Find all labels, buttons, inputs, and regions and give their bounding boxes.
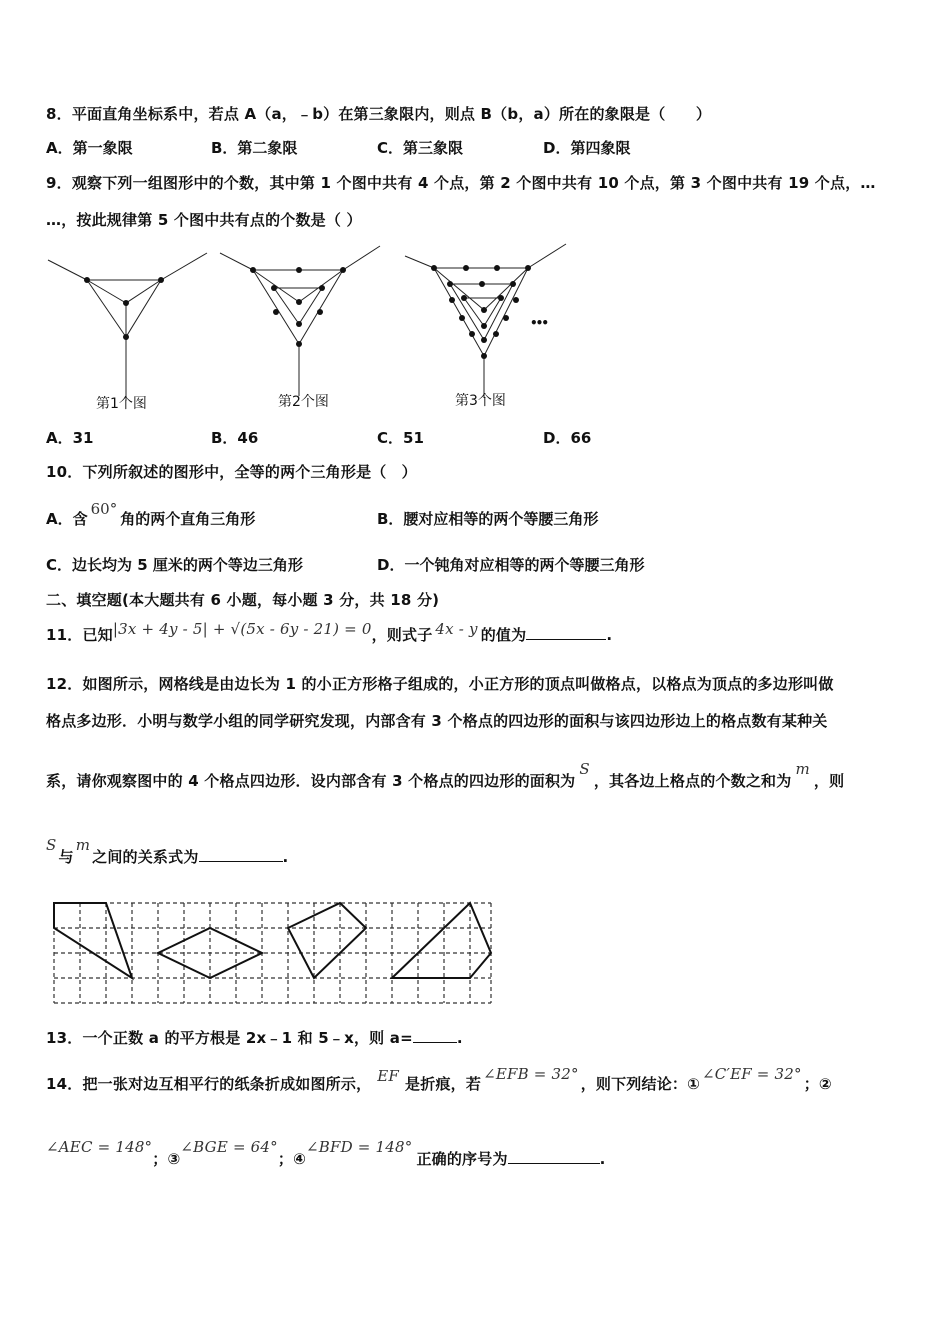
q9-stem-line2: …，按此规律第 5 个图中共有点的个数是（ ）: [46, 211, 362, 229]
q10-option-d: D．一个钝角对应相等的两个等腰三角形: [377, 556, 645, 574]
q9-option-a: A．31: [46, 429, 94, 447]
q14-angle-aec: ∠AEC = 148°: [46, 1138, 153, 1156]
q12-line1: 12．如图所示，网格线是由边长为 1 的小正方形格子组成的，小正方形的顶点叫做格点，以格点为顶点的多边形叫做: [46, 675, 834, 693]
q14-ef: EF: [377, 1067, 400, 1085]
q9-stem-line1: 9．观察下列一组图形中的个数，其中第 1 个图中共有 4 个点，第 2 个图中共有 10 个点，第 3 个图中共有 19 个点，…: [46, 174, 876, 192]
q8-stem: 8．平面直角坐标系中，若点 A（a，﹣b）在第三象限内，则点 B（b，a）所在的象限是（ ）: [46, 105, 712, 123]
q14-suffix: 正确的序号为: [416, 1150, 508, 1168]
q9-option-c: C．51: [377, 429, 424, 447]
q14-mid5: ；④: [277, 1150, 306, 1168]
q10-option-b: B．腰对应相等的两个等腰三角形: [377, 510, 599, 528]
quad-4: [392, 903, 491, 978]
q11-middle: ，则式子: [371, 626, 433, 644]
q14-mid1: 是折痕，若: [405, 1075, 482, 1093]
q14-angle-bge: ∠BGE = 64°: [180, 1138, 278, 1156]
q11-end: .: [606, 626, 613, 644]
q9-option-d: D．66: [543, 429, 592, 447]
grid-lines: [54, 903, 491, 1003]
q14-prefix: 14．把一张对边互相平行的纸条折成如图所示，: [46, 1075, 372, 1093]
q11-equation: |3x + 4y - 5| + √(5x - 6y - 21) = 0: [112, 620, 372, 638]
section-title: 二、填空题(本大题共有 6 小题，每小题 3 分，共 18 分): [46, 591, 440, 609]
quad-3: [288, 903, 366, 978]
q14-answer-blank[interactable]: [508, 1149, 600, 1164]
q12-var-s-2: S: [46, 836, 57, 854]
q8-option-a: A．第一象限: [46, 139, 133, 157]
q10-option-a: [46, 500, 256, 529]
q12-line4-b: 之间的关系式为: [92, 848, 199, 866]
q12-line3-a: 系，请你观察图中的 4 个格点四边形．设内部含有 3 个格点的四边形的面积为: [46, 772, 576, 790]
q9-option-b: B．46: [211, 429, 259, 447]
q12-line3-b: ，其各边上格点的个数之和为: [593, 772, 792, 790]
q12-var-m: m: [795, 760, 810, 778]
q12-line4: [46, 836, 289, 867]
q14-mid3: ；②: [803, 1075, 832, 1093]
q14-line2: [46, 1138, 606, 1169]
q11-stem: [46, 620, 613, 645]
q11-answer-blank[interactable]: [526, 625, 606, 640]
q13-end: .: [456, 1029, 463, 1047]
q13-answer-blank[interactable]: [413, 1028, 457, 1043]
q12-var-m-2: m: [75, 836, 91, 854]
q12-line3-c: ，则: [813, 772, 845, 790]
q14-angle-efb: ∠EFB = 32°: [483, 1065, 579, 1083]
q14-line1: [46, 1065, 832, 1094]
q11-prefix: 11．已知: [46, 626, 113, 644]
q10-option-a-prefix: A．含: [46, 510, 88, 528]
q11-suffix: 的值为: [480, 626, 527, 644]
q10-stem: 10．下列所叙述的图形中，全等的两个三角形是（ ）: [46, 463, 417, 481]
q10-option-a-angle: 60°: [90, 500, 118, 518]
q10-option-c: C．边长均为 5 厘米的两个等边三角形: [46, 556, 303, 574]
quad-1: [54, 903, 132, 978]
q12-line3: [46, 760, 845, 791]
q8-option-d: D．第四象限: [543, 139, 631, 157]
q12-var-s: S: [579, 760, 590, 778]
q14-mid2: ，则下列结论：①: [580, 1075, 701, 1093]
q14-angle-cef: ∠C′EF = 32°: [702, 1065, 802, 1083]
q13-stem: [46, 1027, 463, 1048]
q9-caption-1: 第1个图: [96, 396, 147, 412]
q13-text: 13．一个正数 a 的平方根是 2x﹣1 和 5﹣x，则 a=: [46, 1029, 413, 1047]
q12-end: .: [282, 848, 289, 866]
q9-caption-2: 第2个图: [278, 394, 329, 410]
q12-line4-a: 与: [58, 848, 74, 866]
q9-caption-3: 第3个图: [455, 393, 506, 409]
q11-expression: 4x - y: [435, 620, 478, 638]
q14-angle-bfd: ∠BFD = 148°: [305, 1138, 413, 1156]
q8-option-b: B．第二象限: [211, 139, 298, 157]
q14-end: .: [599, 1150, 606, 1168]
q14-mid4: ；③: [152, 1150, 181, 1168]
q9-ellipsis: •••: [530, 316, 548, 330]
q12-answer-blank[interactable]: [199, 847, 283, 862]
q12-grid-figure: [48, 898, 498, 1010]
q8-option-c: C．第三象限: [377, 139, 464, 157]
q12-line2: 格点多边形．小明与数学小组的同学研究发现，内部含有 3 个格点的四边形的面积与该四边形边上的格点数有某种关: [46, 712, 828, 730]
q10-option-a-suffix: 角的两个直角三角形: [120, 510, 256, 528]
